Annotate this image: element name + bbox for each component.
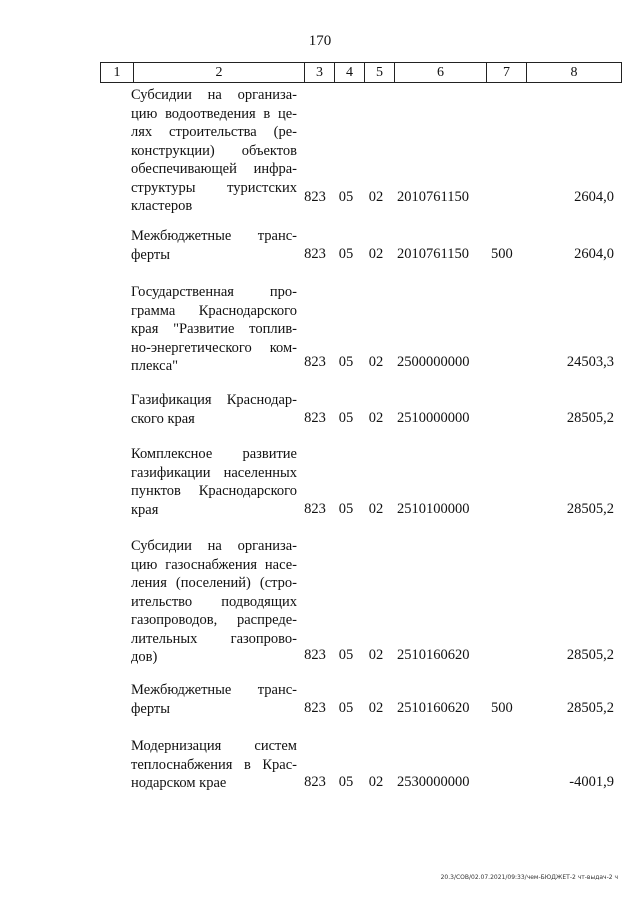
row-c5: 02 xyxy=(368,647,384,663)
row-c3: 823 xyxy=(304,501,326,517)
row-c3: 823 xyxy=(304,647,326,663)
name-line: ления (поселений) (стро- xyxy=(131,575,297,591)
row-c4: 05 xyxy=(338,246,354,262)
row-c8: 2604,0 xyxy=(574,189,614,205)
row-c8: 28505,2 xyxy=(566,501,614,517)
row-c6: 2500000000 xyxy=(397,354,470,370)
row-name xyxy=(131,445,297,519)
row-c8: 28505,2 xyxy=(566,700,614,716)
row-c6: 2510160620 xyxy=(397,647,470,663)
row-c8: -4001,9 xyxy=(569,774,614,790)
row-c5: 02 xyxy=(368,501,384,517)
row-c8: 24503,3 xyxy=(566,354,614,370)
row-c5: 02 xyxy=(368,774,384,790)
name-line: газопроводов, распреде- xyxy=(131,612,297,628)
row-c6: 2510000000 xyxy=(397,410,470,426)
row-c3: 823 xyxy=(304,354,326,370)
name-line: Субсидии на организа- xyxy=(131,87,297,103)
name-line: но-энергетического ком- xyxy=(131,339,297,356)
name-line: края "Развитие топлив- xyxy=(131,321,297,337)
name-line: ительство подводящих xyxy=(131,593,297,610)
row-c7: 500 xyxy=(491,700,513,716)
name-line: Межбюджетные транс- xyxy=(131,682,297,698)
name-line: дов) xyxy=(131,649,158,665)
row-c6: 2010761150 xyxy=(397,246,469,262)
name-line: нодарском крае xyxy=(131,775,227,791)
header-col-3: 3 xyxy=(305,63,335,82)
name-line: грамма Краснодарского xyxy=(131,302,297,319)
name-line: цию газоснабжения насе- xyxy=(131,556,297,573)
row-c4: 05 xyxy=(338,501,354,517)
row-name xyxy=(131,681,297,718)
row-c6: 2510100000 xyxy=(397,501,470,517)
row-name xyxy=(131,391,297,428)
row-c3: 823 xyxy=(304,774,326,790)
header-col-4: 4 xyxy=(335,63,365,82)
page-number: 170 xyxy=(308,33,332,49)
row-c6: 2010761150 xyxy=(397,189,469,205)
row-c3: 823 xyxy=(304,410,326,426)
name-line: конструкции) объектов xyxy=(131,142,297,159)
row-name xyxy=(131,283,297,376)
row-c4: 05 xyxy=(338,647,354,663)
header-col-8: 8 xyxy=(570,65,578,80)
row-c8: 28505,2 xyxy=(566,647,614,663)
row-c8: 28505,2 xyxy=(566,410,614,426)
row-c3: 823 xyxy=(304,246,326,262)
header-col-7: 7 xyxy=(487,63,527,82)
name-line: Субсидии на организа- xyxy=(131,538,297,554)
name-line: Государственная про- xyxy=(131,284,297,300)
row-c8: 2604,0 xyxy=(574,246,614,262)
row-c4: 05 xyxy=(338,410,354,426)
name-line: структуры туристских xyxy=(131,179,297,196)
table-header xyxy=(100,62,622,83)
name-line: края xyxy=(131,501,159,518)
header-col-6: 6 xyxy=(395,63,487,82)
row-name xyxy=(131,737,297,793)
name-line: лях строительства (ре- xyxy=(131,124,297,140)
name-line: Межбюджетные транс- xyxy=(131,228,297,244)
row-c4: 05 xyxy=(338,774,354,790)
row-name xyxy=(131,227,297,264)
row-c4: 05 xyxy=(338,354,354,370)
header-col-1: 1 xyxy=(101,63,134,82)
footer-stamp: 20.3/СОВ/02.07.2021/09:33/чем-БЮДЖЕТ-2 чт-выдач-2 ч xyxy=(440,874,618,881)
row-c6: 2510160620 xyxy=(397,700,470,716)
row-c5: 02 xyxy=(368,354,384,370)
name-line: ского края xyxy=(131,410,195,427)
row-c3: 823 xyxy=(304,700,326,716)
name-line: Комплексное развитие xyxy=(131,446,297,462)
row-c5: 02 xyxy=(368,700,384,716)
name-line: теплоснабжения в Крас- xyxy=(131,756,297,773)
name-line: цию водоотведения в це- xyxy=(131,105,297,122)
name-line: ферты xyxy=(131,246,170,263)
name-line: Газификация Краснодар- xyxy=(131,392,297,408)
row-c6: 2530000000 xyxy=(397,774,470,790)
row-c5: 02 xyxy=(368,246,384,262)
row-c5: 02 xyxy=(368,189,384,205)
row-c3: 823 xyxy=(304,189,326,205)
row-name xyxy=(131,537,297,667)
row-c7: 500 xyxy=(491,246,513,262)
name-line: обеспечивающей инфра- xyxy=(131,161,297,177)
name-line: газификации населенных xyxy=(131,464,297,481)
name-line: лительных газопрово- xyxy=(131,630,297,647)
row-name xyxy=(131,86,297,216)
name-line: плекса" xyxy=(131,358,179,374)
name-line: кластеров xyxy=(131,198,193,214)
row-c5: 02 xyxy=(368,410,384,426)
name-line: Модернизация систем xyxy=(131,738,297,754)
row-c4: 05 xyxy=(338,700,354,716)
row-c4: 05 xyxy=(338,189,354,205)
name-line: пунктов Краснодарского xyxy=(131,483,297,499)
header-col-5: 5 xyxy=(365,63,395,82)
name-line: ферты xyxy=(131,700,170,717)
header-col-2: 2 xyxy=(134,63,305,82)
